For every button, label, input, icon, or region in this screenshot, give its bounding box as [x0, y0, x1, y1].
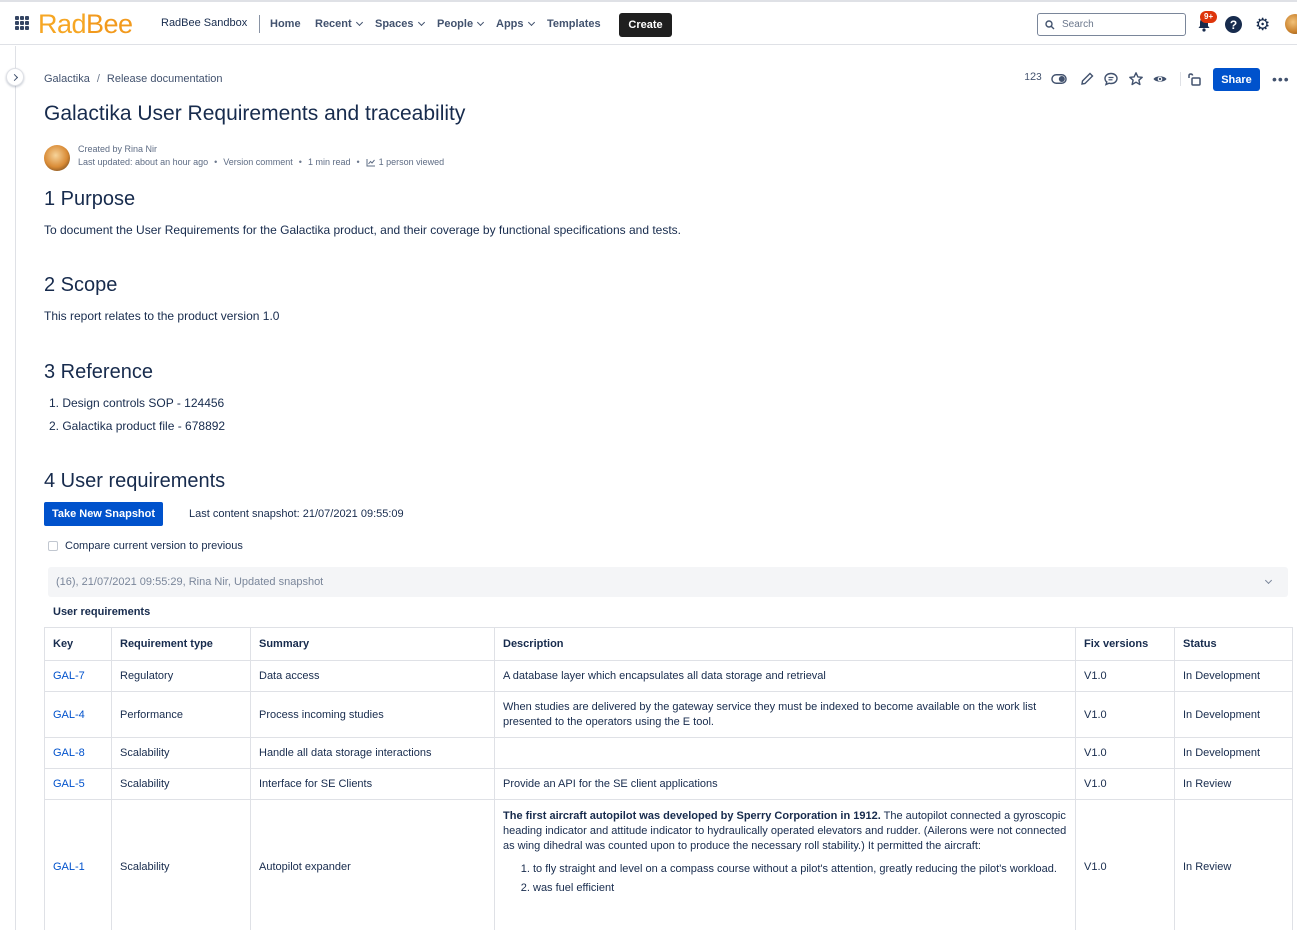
analytics-views[interactable]: [366, 157, 445, 167]
description-bold: The first aircraft autopilot was developed by Sperry Corporation in 1912.: [503, 810, 881, 822]
divider: [259, 15, 260, 33]
breadcrumb-item-space[interactable]: Galactika: [44, 73, 90, 85]
description-text: The autopilot connected a gyroscopic heading indicator and attitude indicator to hydraulically operated elevators and rudder. (Ailerons were not connected as wing dihedral was counted upon to produce the necessary roll stability.) It permitted the aircraft:: [503, 810, 1067, 852]
requirements-table: [44, 627, 1293, 930]
chevron-down-icon: [527, 19, 534, 26]
compare-checkbox[interactable]: [48, 541, 58, 551]
read-time: 1 min read: [307, 157, 351, 167]
site-name[interactable]: RadBee Sandbox: [161, 17, 248, 29]
key-cell: [45, 661, 112, 692]
breadcrumb-separator: /: [96, 73, 100, 85]
author-avatar[interactable]: [44, 145, 70, 171]
list-item: 2. was fuel efficient: [533, 881, 1067, 896]
issue-key-link[interactable]: GAL-4: [53, 708, 85, 721]
type-cell: Regulatory: [112, 661, 251, 692]
top-navigation-bar: [0, 0, 1297, 45]
heading-scope: 2 Scope: [44, 274, 118, 296]
column-header-fix-versions[interactable]: Fix versions: [1076, 628, 1175, 661]
column-header-description[interactable]: Description: [495, 628, 1076, 661]
reference-list: [49, 396, 225, 442]
type-cell: Scalability: [112, 800, 251, 930]
edit-icon[interactable]: [1079, 71, 1095, 87]
chevron-down-icon: [477, 19, 484, 26]
table-row: [45, 661, 1293, 692]
nav-apps[interactable]: Apps: [496, 18, 534, 30]
chevron-down-icon: [356, 19, 363, 26]
star-icon[interactable]: [1128, 71, 1144, 87]
separator-dot: •: [214, 157, 218, 167]
key-cell: [45, 692, 112, 738]
type-cell: Performance: [112, 692, 251, 738]
fix-version-cell: V1.0: [1076, 738, 1175, 769]
help-icon[interactable]: ?: [1225, 16, 1242, 33]
status-cell: In Development: [1175, 661, 1293, 692]
scope-text: This report relates to the product version 1.0: [44, 309, 280, 323]
chevron-right-icon: [10, 73, 17, 80]
type-cell: Scalability: [112, 738, 251, 769]
table-header-row: [45, 628, 1293, 661]
nav-home[interactable]: Home: [270, 18, 301, 30]
nav-templates[interactable]: Templates: [547, 18, 601, 30]
issue-key-link[interactable]: GAL-5: [53, 778, 85, 790]
page-metadata: [78, 157, 444, 167]
page-title: Galactika User Requirements and traceability: [44, 102, 466, 125]
summary-cell: Interface for SE Clients: [251, 769, 495, 800]
summary-cell: Autopilot expander: [251, 800, 495, 930]
status-cell: In Review: [1175, 769, 1293, 800]
table-row: [45, 738, 1293, 769]
last-updated[interactable]: Last updated: about an hour ago: [78, 157, 209, 167]
issue-key-link[interactable]: GAL-7: [53, 670, 85, 682]
comment-icon[interactable]: [1103, 71, 1119, 87]
summary-cell: Process incoming studies: [251, 692, 495, 738]
key-cell: [45, 738, 112, 769]
toolbar-divider: [1180, 72, 1181, 86]
list-item: 1. to fly straight and level on a compass course without a pilot's attention, greatly reducing the pilot's workload.: [533, 862, 1067, 877]
breadcrumb: [44, 73, 223, 85]
key-cell: [45, 769, 112, 800]
breadcrumb-item-parent[interactable]: Release documentation: [106, 73, 223, 85]
expand-sidebar-button[interactable]: [6, 68, 24, 86]
heading-purpose: 1 Purpose: [44, 188, 136, 210]
nav-spaces[interactable]: Spaces: [375, 18, 424, 30]
created-by: Created by Rina Nir: [78, 144, 158, 154]
snapshot-select-value: (16), 21/07/2021 09:55:29, Rina Nir, Updated snapshot: [56, 576, 324, 588]
version-comment[interactable]: Version comment: [223, 157, 293, 167]
separator-dot: •: [356, 157, 360, 167]
heading-user-requirements: 4 User requirements: [44, 470, 226, 492]
description-cell: Provide an API for the SE client applications: [495, 769, 1076, 800]
description-cell: When studies are delivered by the gateway service they must be indexed to become available on the work list presented to the operators using the E tool.: [495, 692, 1076, 738]
description-cell: A database layer which encapsulates all data storage and retrieval: [495, 661, 1076, 692]
column-header-summary[interactable]: Summary: [251, 628, 495, 661]
chevron-down-icon: [1265, 577, 1272, 584]
status-cell: In Development: [1175, 738, 1293, 769]
share-button[interactable]: Share: [1213, 68, 1260, 91]
app-switcher-icon[interactable]: [15, 16, 29, 30]
separator-dot: •: [298, 157, 302, 167]
table-row: [45, 769, 1293, 800]
watch-eye-icon[interactable]: [1152, 71, 1168, 87]
settings-gear-icon[interactable]: ⚙: [1255, 15, 1271, 34]
numbering-icon[interactable]: 1 2 3: [1024, 71, 1042, 83]
fix-version-cell: V1.0: [1076, 661, 1175, 692]
search-placeholder: Search: [1062, 19, 1094, 30]
status-cell: In Review: [1175, 800, 1293, 930]
snapshot-select[interactable]: [48, 567, 1288, 597]
user-avatar[interactable]: [1285, 14, 1297, 34]
table-row: [45, 800, 1293, 930]
table-row: [45, 692, 1293, 738]
issue-key-link[interactable]: GAL-8: [53, 747, 85, 759]
type-cell: Scalability: [112, 769, 251, 800]
toggle-icon[interactable]: [1051, 71, 1067, 87]
take-snapshot-button[interactable]: Take New Snapshot: [44, 502, 163, 526]
chevron-down-icon: [417, 19, 424, 26]
list-item: 2. Galactika product file - 678892: [49, 419, 226, 433]
sidebar-border: [15, 46, 16, 930]
search-input[interactable]: [1037, 13, 1186, 36]
radbee-logo[interactable]: RadBee: [38, 9, 133, 39]
viewed-count: 1 person viewed: [378, 157, 445, 167]
summary-cell: Handle all data storage interactions: [251, 738, 495, 769]
status-cell: In Development: [1175, 692, 1293, 738]
search-icon: [1045, 20, 1055, 30]
fix-version-cell: V1.0: [1076, 692, 1175, 738]
table-caption: User requirements: [53, 606, 151, 618]
more-actions-icon[interactable]: •••: [1272, 71, 1290, 87]
key-cell: [45, 800, 112, 930]
fix-version-cell: V1.0: [1076, 800, 1175, 930]
nav-people[interactable]: People: [437, 18, 483, 30]
list-item: 1. Design controls SOP - 124456: [49, 396, 225, 410]
restrictions-lock-icon[interactable]: [1186, 71, 1202, 87]
compare-checkbox-label[interactable]: Compare current version to previous: [65, 540, 243, 552]
fix-version-cell: V1.0: [1076, 769, 1175, 800]
description-list: [533, 862, 1067, 896]
create-button[interactable]: Create: [619, 13, 672, 37]
description-cell: [495, 738, 1076, 769]
last-snapshot-text: Last content snapshot: 21/07/2021 09:55:09: [189, 508, 404, 520]
column-header-requirement-type[interactable]: Requirement type: [112, 628, 251, 661]
description-cell: [495, 800, 1076, 930]
heading-reference: 3 Reference: [44, 361, 153, 383]
notifications-badge: 9+: [1200, 11, 1217, 23]
purpose-text: To document the User Requirements for the Galactika product, and their coverage by functional specifications and tests.: [44, 223, 682, 237]
issue-key-link[interactable]: GAL-1: [53, 860, 85, 873]
column-header-status[interactable]: Status: [1175, 628, 1293, 661]
nav-recent[interactable]: Recent: [315, 18, 362, 30]
analytics-icon: [366, 158, 376, 167]
column-header-key[interactable]: Key: [45, 628, 112, 661]
summary-cell: Data access: [251, 661, 495, 692]
